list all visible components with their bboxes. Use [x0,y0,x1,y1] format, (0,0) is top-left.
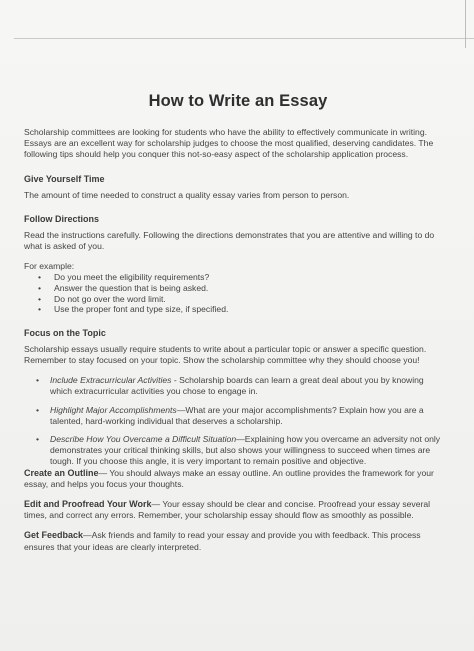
edit-text: — Your essay should be clear and concise. Proofread your essay several times, and correct any errors. Remember, your scholarship essay should flow as smoothly as possible. [24,499,431,521]
requirements-list [24,272,452,314]
outline-text: — You should always make an essay outline. An outline provides the framework for your essay, and helps you focus your thoughts. [24,467,434,489]
tip-lead: Include Extracurricular Activities [50,375,172,386]
example-label: For example: [24,261,75,272]
tips-list [24,375,452,467]
list-item: • Do you meet the eligibility requirements? [24,272,452,283]
follow-directions-text: Read the instructions carefully. Following the directions demonstrates that you are attentive and willing to do what is asked of you. [24,229,435,252]
feedback-text: —Ask friends and family to read your essay and provide you with feedback. This process ensures that your ideas are clearly interpreted. [24,530,421,552]
edit-paragraph [24,499,452,521]
heading-follow-directions: Follow Directions [24,213,100,224]
intro-paragraph: Scholarship committees are looking for students who have the ability to effectively communicate in writing. Essays are an excellent way for scholarship judges to choose the most qualified, deserving candidates. The following tips should help you conquer this not-so-easy aspect of the scholarship application process. [24,127,434,160]
tip-text: —What are your major accomplishments? Explain how you are a talented, hard-working individual that deserves a scholarship. [50,404,424,426]
scan-artifact-edge [465,0,466,48]
heading-give-time: Give Yourself Time [24,173,105,184]
tip-lead: Highlight Major Accomplishments [50,404,177,415]
list-item: • Answer the question that is being asked. [24,283,452,294]
document-body [24,92,452,553]
list-item [24,375,452,397]
feedback-paragraph [24,530,452,552]
outline-paragraph [24,468,452,490]
heading-focus-topic: Focus on the Topic [24,327,106,338]
heading-create-outline: Create an Outline [24,467,99,478]
list-item: • Use the proper font and type size, if specified. [24,304,452,315]
tip-text: —Explaining how you overcame an adversity not only demonstrates your critical thinking skills, but also shows your willingness to succeed when times are tough. If you choose this angle, it is very important to remain positive and objective. [50,434,441,467]
list-item [24,434,452,468]
scan-artifact-line [14,38,474,39]
list-item [24,405,452,427]
tip-lead: Describe How You Overcame a Difficult Situation [50,434,237,445]
heading-get-feedback: Get Feedback [24,530,84,541]
focus-topic-text: Scholarship essays usually require students to write about a particular topic or answer a specific question. Remember to stay focused on your topic. Show the scholarship committee why they should choose you! [24,343,427,365]
page-title: How to Write an Essay [148,92,328,110]
heading-edit-proofread: Edit and Proofread Your Work [24,499,152,510]
list-item: • Do not go over the word limit. [24,294,452,305]
give-time-text: The amount of time needed to construct a quality essay varies from person to person. [24,189,350,200]
tip-text: - Scholarship boards can learn a great deal about you by knowing which extracurricular activities you chose to engage in. [50,375,424,397]
